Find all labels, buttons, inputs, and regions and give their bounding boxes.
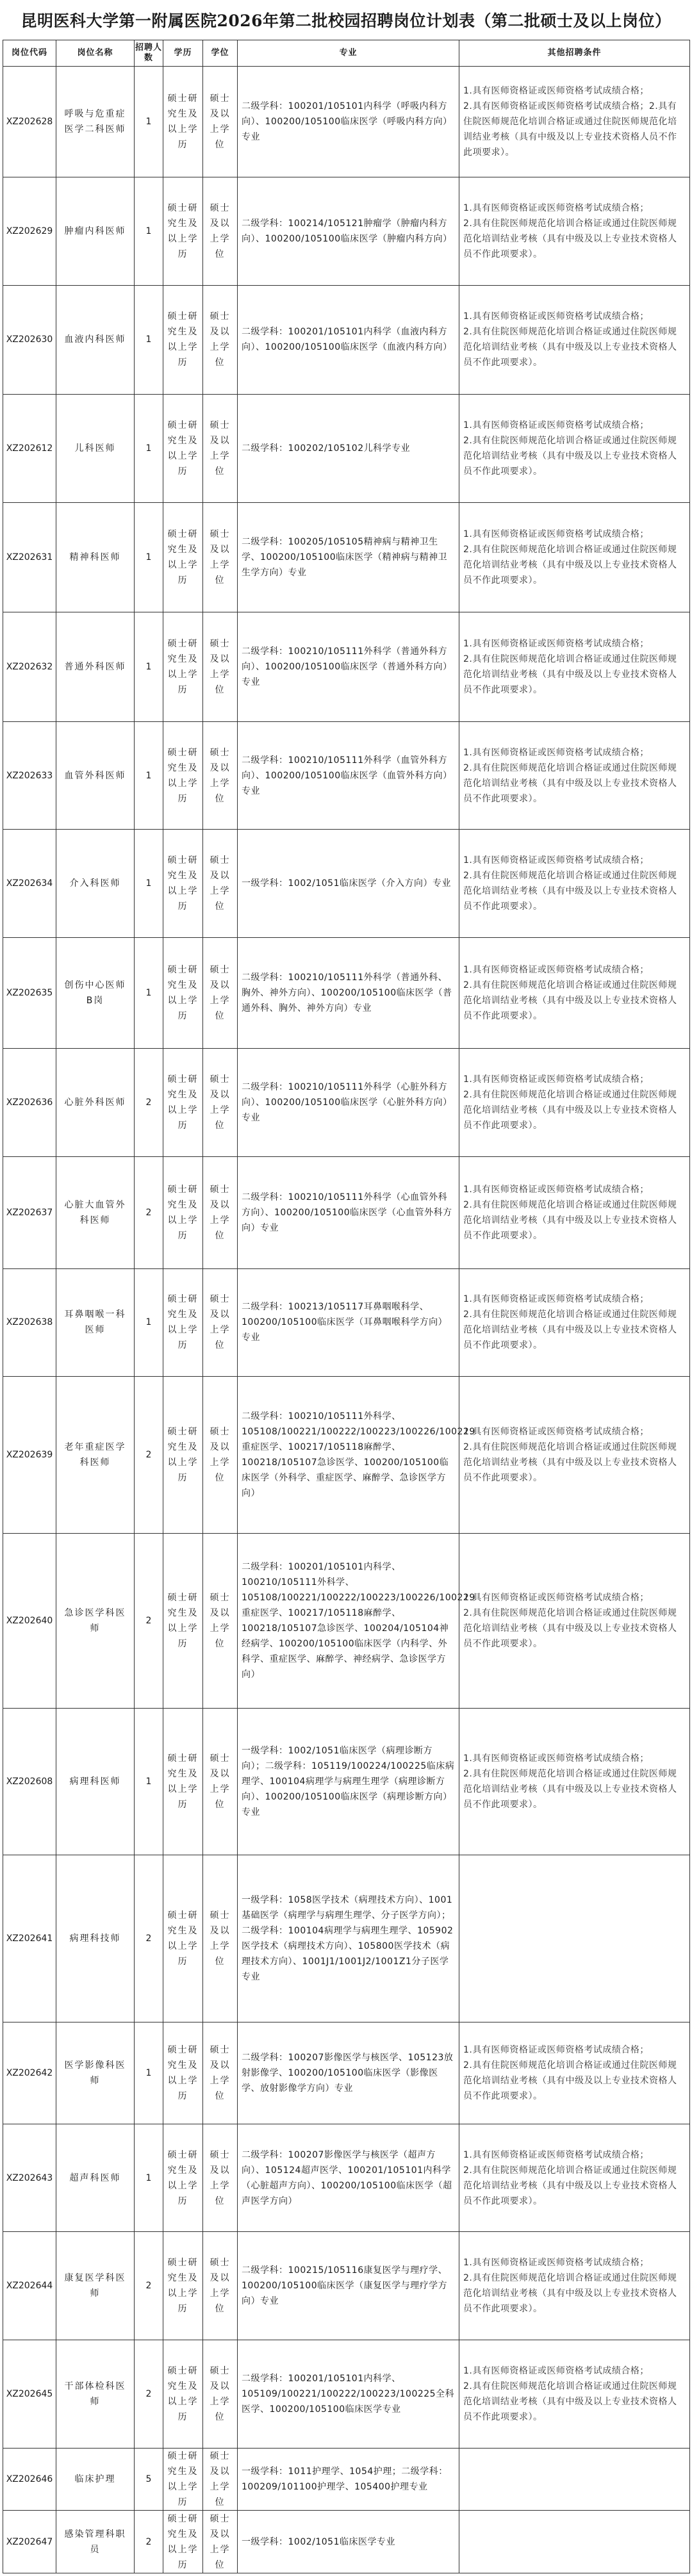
- degree-cell: 硕士及以上学位: [203, 2232, 238, 2340]
- major-cell: 二级学科：100205/105105精神病与精神卫生学、100200/105100临床医学（精神病与精神卫生学方向）专业: [238, 503, 459, 612]
- major-cell: 二级学科：100213/105117耳鼻咽喉科学、100200/105100临床医学（耳鼻咽喉科学方向）专业: [238, 1268, 459, 1377]
- job-name-cell: 超声科医师: [56, 2124, 135, 2232]
- hire-count-cell: 2: [135, 1048, 163, 1156]
- education-cell: 硕士研究生及以上学历: [163, 395, 203, 503]
- job-name-cell: 普通外科医师: [56, 612, 135, 721]
- major-cell: 二级学科：100202/105102儿科学专业: [238, 395, 459, 503]
- job-name-cell: 老年重症医学科医师: [56, 1377, 135, 1534]
- degree-cell: 硕士及以上学位: [203, 1048, 238, 1156]
- job-code-cell: XZ202641: [3, 1855, 56, 2022]
- requirements-cell: 1.具有医师资格证或医师资格考试成绩合格； 2.具有住院医师规范化培训合格证或通过住院医师规范化培训结业考核（具有中级及以上专业技术资格人员不作此项要求）。: [459, 1268, 690, 1377]
- degree-cell: 硕士及以上学位: [203, 395, 238, 503]
- requirements-cell: 1.具有医师资格证或医师资格考试成绩合格； 2.具有住院医师规范化培训合格证或通过住院医师规范化培训结业考核（具有中级及以上专业技术资格人员不作此项要求）。: [459, 1156, 690, 1268]
- education-cell: 硕士研究生及以上学历: [163, 938, 203, 1049]
- education-cell: 硕士研究生及以上学历: [163, 2448, 203, 2510]
- hire-count-cell: 1: [135, 938, 163, 1049]
- header-requirements: 其他招聘条件: [459, 40, 690, 67]
- requirements-cell: 1.具有医师资格证或医师资格考试成绩合格； 2.具有住院医师规范化培训合格证或通过住院医师规范化培训结业考核（具有中级及以上专业技术资格人员不作此项要求）。: [459, 1708, 690, 1855]
- degree-cell: 硕士及以上学位: [203, 1534, 238, 1708]
- education-cell: 硕士研究生及以上学历: [163, 1156, 203, 1268]
- job-name-cell: 干部体检科医师: [56, 2340, 135, 2449]
- hire-count-cell: 2: [135, 1534, 163, 1708]
- table-row: [3, 2340, 690, 2449]
- major-cell: 一级学科：1002/1051临床医学（病理诊断方向）；二级学科：105119/100224/100225临床病理学、100104病理学与病理生理学（病理诊断方向）、100200/105100临床医学（病理诊断方向）专业: [238, 1708, 459, 1855]
- table-row: [3, 1268, 690, 1377]
- hire-count-cell: 1: [135, 1708, 163, 1855]
- degree-cell: 硕士及以上学位: [203, 177, 238, 285]
- table-row: [3, 503, 690, 612]
- major-cell: 二级学科：100201/105101内科学、100210/105111外科学、105108/100221/100222/100223/100226/100229重症医学、100217/105118麻醉学、100218/105107急诊医学、100204/105104神经病学、100200/105100临床医学（内科学、外科学、重症医学、麻醉学、神经病学、急诊医学方向）: [238, 1534, 459, 1708]
- job-name-cell: 血液内科医师: [56, 285, 135, 395]
- job-code-cell: XZ202642: [3, 2022, 56, 2124]
- major-cell: 二级学科：100207影像医学与核医学（超声方向）、105124超声医学、100201/105101内科学（心脏超声方向）、100200/105100临床医学（超声医学方向）: [238, 2124, 459, 2232]
- education-cell: 硕士研究生及以上学历: [163, 67, 203, 177]
- job-name-cell: 心脏外科医师: [56, 1048, 135, 1156]
- degree-cell: 硕士及以上学位: [203, 612, 238, 721]
- major-cell: 二级学科：100210/105111外科学、105108/100221/100222/100223/100226/100229重症医学、100217/105118麻醉学、100218/105107急诊医学、100200/105100临床医学（外科学、重症医学、麻醉学、急诊医学方向）: [238, 1377, 459, 1534]
- job-code-cell: XZ202630: [3, 285, 56, 395]
- job-plan-table: [3, 40, 690, 2573]
- header-count: 招聘人数: [135, 40, 163, 67]
- major-cell: 二级学科：100207影像医学与核医学、105123放射影像学、100200/105100临床医学（影像医学、放射影像学方向）专业: [238, 2022, 459, 2124]
- major-cell: 一级学科：1002/1051临床医学（介入方向）专业: [238, 830, 459, 938]
- header-major: 专业: [238, 40, 459, 67]
- job-code-cell: XZ202637: [3, 1156, 56, 1268]
- degree-cell: 硕士及以上学位: [203, 1156, 238, 1268]
- requirements-cell: 1.具有医师资格证或医师资格考试成绩合格； 2.具有住院医师规范化培训合格证或通过住院医师规范化培训结业考核（具有中级及以上专业技术资格人员不作此项要求）。: [459, 177, 690, 285]
- job-name-cell: 急诊医学科医师: [56, 1534, 135, 1708]
- job-name-cell: 肿瘤内科医师: [56, 177, 135, 285]
- requirements-cell: 1.具有医师资格证或医师资格考试成绩合格； 2.具有住院医师规范化培训合格证或通过住院医师规范化培训结业考核（具有中级及以上专业技术资格人员不作此项要求）。: [459, 503, 690, 612]
- job-code-cell: XZ202629: [3, 177, 56, 285]
- degree-cell: 硕士及以上学位: [203, 1708, 238, 1855]
- requirements-cell: 1.具有医师资格证或医师资格考试成绩合格； 2.具有住院医师规范化培训合格证或通过住院医师规范化培训结业考核（具有中级及以上专业技术资格人员不作此项要求）。: [459, 830, 690, 938]
- education-cell: 硕士研究生及以上学历: [163, 503, 203, 612]
- table-row: [3, 938, 690, 1049]
- job-name-cell: 呼吸与危重症医学二科医师: [56, 67, 135, 177]
- education-cell: 硕士研究生及以上学历: [163, 1048, 203, 1156]
- major-cell: 二级学科：100210/105111外科学（普通外科方向）、100200/105100临床医学（普通外科方向）专业: [238, 612, 459, 721]
- degree-cell: 硕士及以上学位: [203, 721, 238, 830]
- table-row: [3, 67, 690, 177]
- job-code-cell: XZ202612: [3, 395, 56, 503]
- hire-count-cell: 1: [135, 503, 163, 612]
- hire-count-cell: 2: [135, 2340, 163, 2449]
- header-code: 岗位代码: [3, 40, 56, 67]
- education-cell: 硕士研究生及以上学历: [163, 1268, 203, 1377]
- education-cell: 硕士研究生及以上学历: [163, 285, 203, 395]
- requirements-cell: 1.具有医师资格证或医师资格考试成绩合格； 2.具有住院医师规范化培训合格证或通过住院医师规范化培训结业考核（具有中级及以上专业技术资格人员不作此项要求）。: [459, 285, 690, 395]
- job-code-cell: XZ202608: [3, 1708, 56, 1855]
- hire-count-cell: 1: [135, 177, 163, 285]
- education-cell: 硕士研究生及以上学历: [163, 2124, 203, 2232]
- hire-count-cell: 2: [135, 2511, 163, 2573]
- job-code-cell: XZ202633: [3, 721, 56, 830]
- requirements-cell: [459, 2511, 690, 2573]
- hire-count-cell: 2: [135, 1377, 163, 1534]
- hire-count-cell: 1: [135, 2124, 163, 2232]
- job-name-cell: 血管外科医师: [56, 721, 135, 830]
- table-row: [3, 2448, 690, 2510]
- job-name-cell: 介入科医师: [56, 830, 135, 938]
- education-cell: 硕士研究生及以上学历: [163, 177, 203, 285]
- header-name: 岗位名称: [56, 40, 135, 67]
- hire-count-cell: 1: [135, 612, 163, 721]
- degree-cell: 硕士及以上学位: [203, 2124, 238, 2232]
- page-title: 昆明医科大学第一附属医院2026年第二批校园招聘岗位计划表（第二批硕士及以上岗位）: [21, 12, 671, 30]
- degree-cell: 硕士及以上学位: [203, 1268, 238, 1377]
- major-cell: 一级学科：1011护理学、1054护理；二级学科：100209/101100护理学、105400护理专业: [238, 2448, 459, 2510]
- table-row: [3, 285, 690, 395]
- table-row: [3, 1708, 690, 1855]
- table-row: [3, 2124, 690, 2232]
- hire-count-cell: 2: [135, 2232, 163, 2340]
- education-cell: 硕士研究生及以上学历: [163, 1708, 203, 1855]
- job-name-cell: 康复医学科医师: [56, 2232, 135, 2340]
- education-cell: 硕士研究生及以上学历: [163, 2232, 203, 2340]
- hire-count-cell: 2: [135, 1855, 163, 2022]
- job-code-cell: XZ202634: [3, 830, 56, 938]
- major-cell: 二级学科：100201/105101内科学（血液内科方向）、100200/105100临床医学（血液内科方向）: [238, 285, 459, 395]
- table-header-row: [3, 40, 690, 67]
- hire-count-cell: 1: [135, 2022, 163, 2124]
- degree-cell: 硕士及以上学位: [203, 2340, 238, 2449]
- degree-cell: 硕士及以上学位: [203, 1377, 238, 1534]
- hire-count-cell: 1: [135, 285, 163, 395]
- table-row: [3, 395, 690, 503]
- header-degree: 学位: [203, 40, 238, 67]
- job-name-cell: 病理科医师: [56, 1708, 135, 1855]
- degree-cell: 硕士及以上学位: [203, 67, 238, 177]
- job-code-cell: XZ202643: [3, 2124, 56, 2232]
- requirements-cell: [459, 2448, 690, 2510]
- table-row: [3, 2022, 690, 2124]
- requirements-cell: 1.具有医师资格证或医师资格考试成绩合格； 2.具有住院医师规范化培训合格证或通过住院医师规范化培训结业考核（具有中级及以上专业技术资格人员不作此项要求）。: [459, 395, 690, 503]
- education-cell: 硕士研究生及以上学历: [163, 2022, 203, 2124]
- education-cell: 硕士研究生及以上学历: [163, 2340, 203, 2449]
- requirements-cell: 1.具有医师资格证或医师资格考试成绩合格； 2.具有住院医师规范化培训合格证或通过住院医师规范化培训结业考核（具有中级及以上专业技术资格人员不作此项要求）。: [459, 2022, 690, 2124]
- requirements-cell: 1.具有医师资格证或医师资格考试成绩合格； 2.具有住院医师规范化培训合格证或通过住院医师规范化培训结业考核（具有中级及以上专业技术资格人员不作此项要求）。: [459, 612, 690, 721]
- requirements-cell: 1.具有医师资格证或医师资格考试成绩合格； 2.具有住院医师规范化培训合格证或通过住院医师规范化培训结业考核（具有中级及以上专业技术资格人员不作此项要求）。: [459, 2232, 690, 2340]
- major-cell: 二级学科：100210/105111外科学（心血管外科方向）、100200/105100临床医学（心血管外科方向）专业: [238, 1156, 459, 1268]
- job-name-cell: 精神科医师: [56, 503, 135, 612]
- degree-cell: 硕士及以上学位: [203, 2022, 238, 2124]
- education-cell: 硕士研究生及以上学历: [163, 830, 203, 938]
- requirements-cell: 1.具有医师资格证或医师资格考试成绩合格； 2.具有住院医师规范化培训合格证或通过住院医师规范化培训结业考核（具有中级及以上专业技术资格人员不作此项要求）。: [459, 1534, 690, 1708]
- job-name-cell: 耳鼻咽喉一科医师: [56, 1268, 135, 1377]
- requirements-cell: 1.具有医师资格证或医师资格考试成绩合格； 2.具有医师资格证或医师资格考试成绩合格；2.具有住院医师规范化培训合格证或通过住院医师规范化培训结业考核（具有中级及以上专业技术资格人员不作此项要求）。: [459, 67, 690, 177]
- major-cell: 二级学科：100215/105116康复医学与理疗学、100200/105100临床医学（康复医学与理疗学方向）专业: [238, 2232, 459, 2340]
- major-cell: 一级学科：1058医学技术（病理技术方向）、1001基础医学（病理学与病理生理学、分子医学方向）；二级学科：100104病理学与病理生理学、105902医学技术（病理技术方向）、105800医学技术（病理技术方向）、1001J1/1001J2/1001Z1分子医学专业: [238, 1855, 459, 2022]
- job-code-cell: XZ202639: [3, 1377, 56, 1534]
- degree-cell: 硕士及以上学位: [203, 2448, 238, 2510]
- major-cell: 二级学科：100210/105111外科学（普通外科、胸外、神外方向）、100200/105100临床医学（普通外科、胸外、神外方向）专业: [238, 938, 459, 1049]
- education-cell: 硕士研究生及以上学历: [163, 1534, 203, 1708]
- hire-count-cell: 1: [135, 67, 163, 177]
- job-name-cell: 临床护理: [56, 2448, 135, 2510]
- header-education: 学历: [163, 40, 203, 67]
- major-cell: 一级学科：1002/1051临床医学专业: [238, 2511, 459, 2573]
- hire-count-cell: 1: [135, 395, 163, 503]
- hire-count-cell: 5: [135, 2448, 163, 2510]
- table-row: [3, 1156, 690, 1268]
- job-code-cell: XZ202638: [3, 1268, 56, 1377]
- job-name-cell: 感染管理科职员: [56, 2511, 135, 2573]
- education-cell: 硕士研究生及以上学历: [163, 1377, 203, 1534]
- major-cell: 二级学科：100201/105101内科学、105109/100221/100222/100223/100225全科医学、100200/105100临床医学专业: [238, 2340, 459, 2449]
- major-cell: 二级学科：100201/105101内科学（呼吸内科方向）、100200/105100临床医学（呼吸内科方向）专业: [238, 67, 459, 177]
- table-row: [3, 721, 690, 830]
- job-code-cell: XZ202640: [3, 1534, 56, 1708]
- major-cell: 二级学科：100214/105121肿瘤学（肿瘤内科方向）、100200/105100临床医学（肿瘤内科方向）: [238, 177, 459, 285]
- job-name-cell: 心脏大血管外科医师: [56, 1156, 135, 1268]
- job-name-cell: 儿科医师: [56, 395, 135, 503]
- requirements-cell: 1.具有医师资格证或医师资格考试成绩合格； 2.具有住院医师规范化培训合格证或通过住院医师规范化培训结业考核（具有中级及以上专业技术资格人员不作此项要求）。: [459, 938, 690, 1049]
- table-row: [3, 1534, 690, 1708]
- hire-count-cell: 1: [135, 721, 163, 830]
- job-code-cell: XZ202631: [3, 503, 56, 612]
- degree-cell: 硕士及以上学位: [203, 503, 238, 612]
- job-code-cell: XZ202646: [3, 2448, 56, 2510]
- table-row: [3, 1855, 690, 2022]
- table-row: [3, 1377, 690, 1534]
- degree-cell: 硕士及以上学位: [203, 285, 238, 395]
- table-row: [3, 612, 690, 721]
- education-cell: 硕士研究生及以上学历: [163, 2511, 203, 2573]
- degree-cell: 硕士及以上学位: [203, 830, 238, 938]
- major-cell: 二级学科：100210/105111外科学（心脏外科方向）、100200/105100临床医学（心脏外科方向）专业: [238, 1048, 459, 1156]
- degree-cell: 硕士及以上学位: [203, 938, 238, 1049]
- requirements-cell: 1.具有医师资格证或医师资格考试成绩合格； 2.具有住院医师规范化培训合格证或通过住院医师规范化培训结业考核（具有中级及以上专业技术资格人员不作此项要求）。: [459, 1377, 690, 1534]
- major-cell: 二级学科：100210/105111外科学（血管外科方向）、100200/105100临床医学（血管外科方向）专业: [238, 721, 459, 830]
- degree-cell: 硕士及以上学位: [203, 2511, 238, 2573]
- table-row: [3, 830, 690, 938]
- job-code-cell: XZ202635: [3, 938, 56, 1049]
- requirements-cell: [459, 1855, 690, 2022]
- requirements-cell: 1.具有医师资格证或医师资格考试成绩合格； 2.具有住院医师规范化培训合格证或通过住院医师规范化培训结业考核（具有中级及以上专业技术资格人员不作此项要求）。: [459, 1048, 690, 1156]
- education-cell: 硕士研究生及以上学历: [163, 1855, 203, 2022]
- hire-count-cell: 1: [135, 1268, 163, 1377]
- hire-count-cell: 2: [135, 1156, 163, 1268]
- education-cell: 硕士研究生及以上学历: [163, 721, 203, 830]
- table-row: [3, 177, 690, 285]
- job-name-cell: 创伤中心医师B岗: [56, 938, 135, 1049]
- hire-count-cell: 1: [135, 830, 163, 938]
- degree-cell: 硕士及以上学位: [203, 1855, 238, 2022]
- job-name-cell: 病理科技师: [56, 1855, 135, 2022]
- job-code-cell: XZ202636: [3, 1048, 56, 1156]
- job-code-cell: XZ202632: [3, 612, 56, 721]
- requirements-cell: 1.具有医师资格证或医师资格考试成绩合格； 2.具有住院医师规范化培训合格证或通过住院医师规范化培训结业考核（具有中级及以上专业技术资格人员不作此项要求）。: [459, 2340, 690, 2449]
- job-code-cell: XZ202644: [3, 2232, 56, 2340]
- table-row: [3, 1048, 690, 1156]
- education-cell: 硕士研究生及以上学历: [163, 612, 203, 721]
- job-name-cell: 医学影像科医师: [56, 2022, 135, 2124]
- job-code-cell: XZ202628: [3, 67, 56, 177]
- table-row: [3, 2232, 690, 2340]
- requirements-cell: 1.具有医师资格证或医师资格考试成绩合格； 2.具有住院医师规范化培训合格证或通过住院医师规范化培训结业考核（具有中级及以上专业技术资格人员不作此项要求）。: [459, 2124, 690, 2232]
- job-code-cell: XZ202647: [3, 2511, 56, 2573]
- table-row: [3, 2511, 690, 2573]
- requirements-cell: 1.具有医师资格证或医师资格考试成绩合格； 2.具有住院医师规范化培训合格证或通过住院医师规范化培训结业考核（具有中级及以上专业技术资格人员不作此项要求）。: [459, 721, 690, 830]
- job-code-cell: XZ202645: [3, 2340, 56, 2449]
